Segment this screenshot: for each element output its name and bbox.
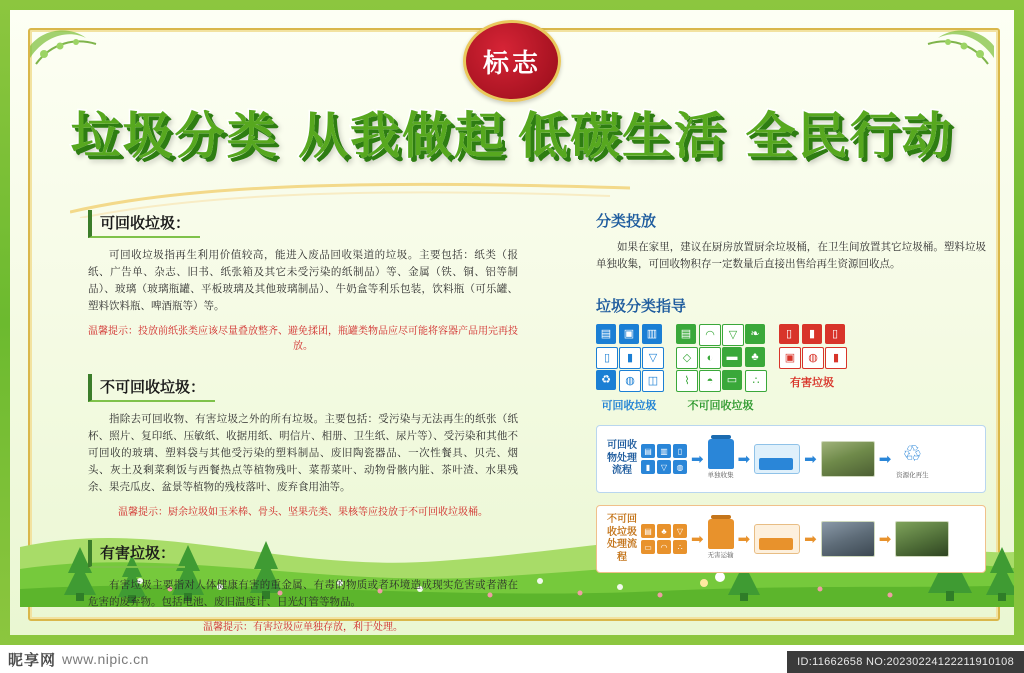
- flow-step-landfill: [895, 521, 949, 557]
- leaf-icon: ❧: [745, 324, 765, 344]
- left-column: [88, 210, 518, 635]
- flow-caption-recycle: 资源化再生: [896, 472, 929, 479]
- dust-icon: ∴: [673, 540, 687, 554]
- guide-group-non-recyclable: [676, 324, 765, 413]
- guide-icons-non-recyclable: [676, 324, 765, 390]
- diaper-icon: ◇: [676, 347, 698, 369]
- section-delivery: [596, 210, 986, 273]
- cup-icon: ▽: [673, 524, 687, 538]
- watermark-url: www.nipic.cn: [62, 651, 149, 667]
- flow-recyclable: [596, 425, 986, 493]
- arrow-right-icon: ➡: [737, 451, 751, 468]
- glass-icon: ▽: [657, 460, 671, 474]
- sorting-plant-photo: [821, 441, 875, 477]
- footer-bar: [0, 645, 1024, 673]
- guide-label-recyclable: 可回收垃圾: [601, 400, 657, 412]
- flow-step-truck: [754, 444, 800, 474]
- watermark-logo: 昵享网: [8, 651, 57, 669]
- flow-step-bin: [708, 439, 734, 479]
- fruit-core-icon: ◓: [699, 370, 721, 392]
- section-guide: [596, 295, 986, 413]
- lamp-icon: ▯: [825, 324, 845, 344]
- section-tip-non-recyclable: 温馨提示：厨余垃圾如玉米棒、骨头、坚果壳类、果核等应投放于不可回收垃圾桶。: [118, 507, 488, 518]
- right-column: [596, 210, 986, 573]
- guide-icon-groups: [596, 324, 986, 413]
- arrow-right-icon: ➡: [878, 451, 892, 468]
- guide-icons-recyclable: [596, 324, 662, 390]
- shirt-icon: ♣: [657, 524, 671, 538]
- cup-icon: ▽: [722, 324, 744, 346]
- tissue-icon: ▤: [676, 324, 696, 344]
- corner-ornament-right-icon: [878, 24, 998, 84]
- flow-step-recycle: [895, 439, 929, 479]
- logo-badge: [463, 20, 561, 102]
- flow-steps-non-recyclable: [641, 511, 979, 567]
- section-title-delivery: 分类投放: [596, 213, 657, 230]
- headline-part-1: 垃圾分类 从我做起: [70, 107, 506, 165]
- arrow-right-icon: ➡: [804, 451, 817, 468]
- flow-step-items: [641, 524, 687, 554]
- ceramic-icon: ◠: [657, 540, 671, 554]
- bottle-icon: ▯: [673, 444, 687, 458]
- section-non-recyclable: [88, 374, 518, 518]
- section-body-recyclable: 可回收垃圾指再生利用价值较高，能进入废品回收渠道的垃圾。主要包括：纸类（报纸、广告单、杂志、旧书、纸张箱及其它未受污染的纸制品）等、金属（铁、铜、铝等制品）、玻璃（玻璃瓶罐、平板玻璃及其他玻璃制品）、牛奶盒等利乐包装，饮料瓶（可乐罐、塑料饮料瓶、啤酒瓶等）等。: [88, 249, 518, 312]
- plastic-bottle-icon: ◍: [673, 460, 687, 474]
- dust-icon: ∴: [745, 370, 767, 392]
- section-tip-hazardous: 温馨提示：有害垃圾应单独存放，利于处理。: [203, 622, 403, 633]
- section-body-delivery: 如果在家里，建议在厨房放置厨余垃圾桶，在卫生间放置其它垃圾桶。塑料垃圾单独收集，可回收物积存一定数量后直接出售给再生资源回收点。: [596, 241, 986, 270]
- book-icon: ▣: [619, 324, 639, 344]
- section-recyclable: [88, 210, 518, 352]
- other-waste-bin: [708, 519, 734, 549]
- cigarette-icon: ▬: [722, 347, 742, 367]
- shirt-icon: ♣: [745, 347, 765, 367]
- bag-icon: ▭: [641, 540, 655, 554]
- flow-step-items: [641, 444, 687, 474]
- bone-icon: ⌇: [676, 370, 698, 392]
- section-body-hazardous: 有害垃圾主要指对人体健康有害的重金属、有毒的物质或者环境造成现实危害或者潜在危害的废弃物。包括电池、废旧温度计、日光灯管等物品。: [88, 579, 518, 608]
- bottle-icon: ▯: [596, 347, 618, 369]
- landfill-photo: [895, 521, 949, 557]
- section-tip-recyclable: 温馨提示：投放前纸张类应该尽量叠放整齐、避免揉团，瓶罐类物品应尽可能将容器产品用完再投放。: [88, 326, 518, 352]
- flow-step-bin: [708, 519, 734, 559]
- section-title-hazardous: 有害垃圾：: [88, 540, 185, 568]
- incineration-plant-photo: [821, 521, 875, 557]
- spray-can-icon: ▯: [779, 324, 799, 344]
- watermark: [8, 649, 149, 670]
- section-title-non-recyclable: 不可回收垃圾：: [88, 374, 215, 402]
- recycle-symbol: ♲: [902, 441, 923, 466]
- flow-label-recyclable: 可回收物处理流程: [607, 440, 637, 477]
- collection-truck: [754, 444, 800, 474]
- recycling-bin: [708, 439, 734, 469]
- tissue-icon: ▤: [641, 524, 655, 538]
- items-grid: [641, 444, 687, 474]
- flow-caption-bin: 单独收集: [707, 472, 734, 479]
- flow-steps-recyclable: [641, 431, 979, 487]
- flow-step-truck: [754, 524, 800, 554]
- guide-label-hazardous: 有害垃圾: [790, 377, 834, 389]
- box-icon: ▥: [642, 324, 662, 344]
- arrow-right-icon: ➡: [691, 451, 704, 468]
- guide-label-non-recyclable: 不可回收垃圾: [687, 400, 754, 412]
- can-icon: ▮: [619, 347, 641, 369]
- guide-icons-hazardous: [779, 324, 845, 367]
- box-icon: ▥: [657, 444, 671, 458]
- section-body-non-recyclable: 指除去可回收物、有害垃圾之外的所有垃圾。主要包括：受污染与无法再生的纸张（纸杯、照片、复印纸、压敏纸、收据用纸、明信片、相册、卫生纸、尿片等）、受污染和其他不可回收的玻璃、塑料袋与其他受污染的塑料制品、废旧陶瓷器品、一次性餐具、贝壳、烟头、灰土及剩菜剩饭与西餐热点等植物残叶、菜帮菜叶、动物骨骸内脏、茶叶渣、水果残余、果壳瓜皮、盆景等植物的残枝落叶、废弃食用油等。: [88, 413, 518, 493]
- can-icon: ▮: [641, 460, 655, 474]
- medicine-icon: ◍: [802, 347, 824, 369]
- plastic-bottle-icon: ◍: [619, 370, 641, 392]
- newspaper-icon: ▤: [596, 324, 616, 344]
- flow-caption-bin: 无害运输: [707, 552, 734, 559]
- logo-text: 标志: [482, 47, 541, 78]
- arrow-right-icon: ➡: [878, 531, 892, 548]
- shell-icon: ◐: [699, 347, 721, 369]
- section-title-guide: 垃圾分类指导: [596, 298, 687, 315]
- transport-truck: [754, 524, 800, 554]
- section-title-recyclable: 可回收垃圾：: [88, 210, 200, 238]
- flow-step-incineration: [821, 521, 875, 557]
- newspaper-icon: ▤: [641, 444, 655, 458]
- items-grid: [641, 524, 687, 554]
- battery-icon: ▮: [802, 324, 822, 344]
- bag-icon: ▭: [722, 370, 742, 390]
- flow-step-plant: [821, 441, 875, 477]
- image-id-label: ID:11662658 NO:20230224122211910108: [787, 651, 1024, 673]
- guide-group-recyclable: [596, 324, 662, 413]
- recycle-icon: ♻: [596, 370, 616, 390]
- guide-group-hazardous: [779, 324, 845, 390]
- paper-bag-icon: ◫: [642, 370, 664, 392]
- thermometer-icon: ▮: [825, 347, 847, 369]
- section-hazardous: [88, 540, 518, 633]
- flow-label-non-recyclable: 不可回收垃圾处理流程: [607, 514, 637, 563]
- glass-icon: ▽: [642, 347, 664, 369]
- paint-icon: ▣: [779, 347, 801, 369]
- arrow-right-icon: ➡: [804, 531, 817, 548]
- arrow-right-icon: ➡: [691, 531, 704, 548]
- ceramic-icon: ◠: [699, 324, 721, 346]
- headline-part-2: 低碳生活 全民行动: [518, 107, 954, 165]
- flow-non-recyclable: [596, 505, 986, 573]
- page-title: [0, 96, 1024, 168]
- corner-ornament-left-icon: [26, 24, 146, 84]
- arrow-right-icon: ➡: [737, 531, 751, 548]
